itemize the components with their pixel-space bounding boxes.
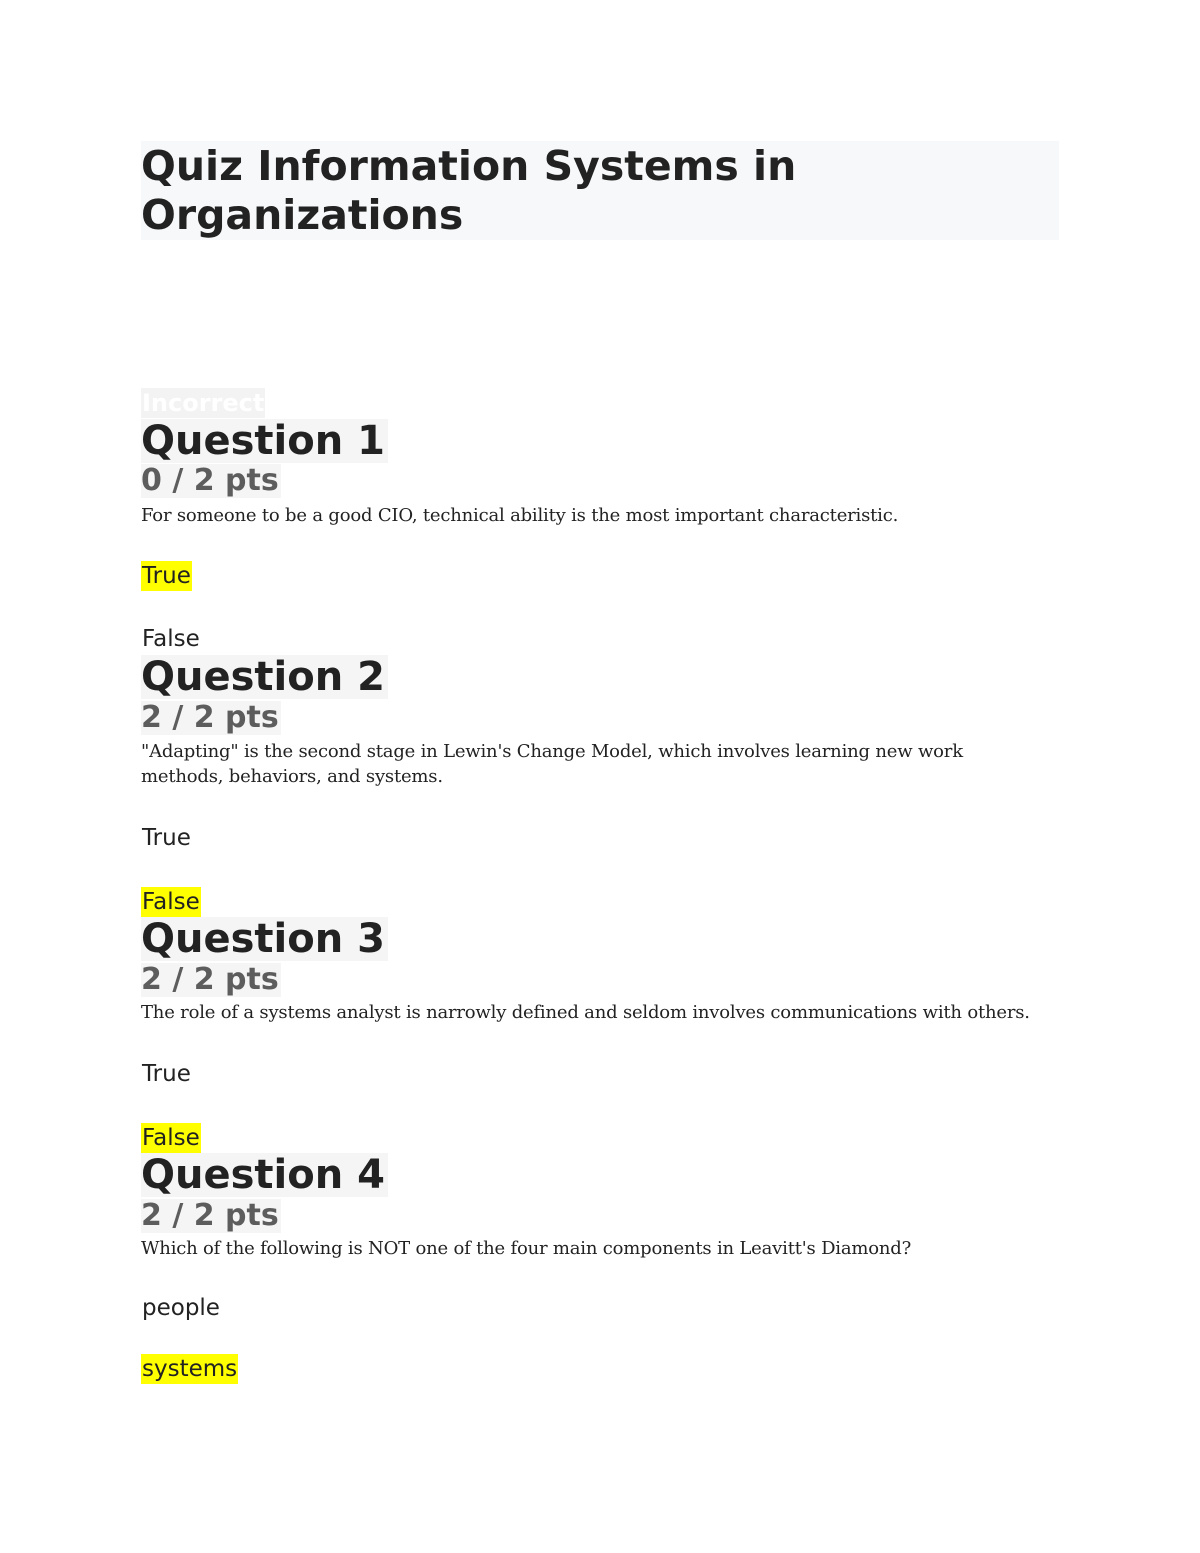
- question-4-heading: Question 4: [141, 1153, 388, 1197]
- question-1-points: 0 / 2 pts: [141, 463, 279, 498]
- question-2-points: 2 / 2 pts: [141, 700, 279, 735]
- question-4-points: 2 / 2 pts: [141, 1198, 279, 1233]
- question-3-points: 2 / 2 pts: [141, 962, 279, 997]
- question-3-text: The role of a systems analyst is narrowly defined and seldom involves communications with others.: [141, 1002, 1030, 1023]
- title-block: [141, 141, 1059, 240]
- question-2-heading: Question 2: [141, 655, 388, 699]
- question-2-text: "Adapting" is the second stage in Lewin's Change Model, which involves learning new work methods, behaviors, and systems.: [141, 741, 963, 787]
- question-1-answer-true[interactable]: True: [142, 563, 191, 589]
- status-badge: Incorrect: [142, 389, 265, 417]
- question-4-text: Which of the following is NOT one of the four main components in Leavitt's Diamond?: [141, 1238, 912, 1259]
- question-2-answer-true[interactable]: True: [142, 825, 191, 851]
- question-3-answer-true[interactable]: True: [142, 1061, 191, 1087]
- question-1-heading: Question 1: [141, 419, 388, 463]
- question-1-text: For someone to be a good CIO, technical ability is the most important characteristic.: [141, 505, 899, 526]
- question-4-answer-people[interactable]: people: [142, 1295, 220, 1321]
- question-1-answer-false[interactable]: False: [142, 626, 200, 652]
- question-4-answer-systems[interactable]: systems: [142, 1356, 238, 1382]
- question-3-heading: Question 3: [141, 917, 388, 961]
- question-3-answer-false[interactable]: False: [142, 1125, 200, 1151]
- page-title: Quiz Information Systems in Organizations: [141, 142, 797, 239]
- question-2-answer-false[interactable]: False: [142, 889, 200, 915]
